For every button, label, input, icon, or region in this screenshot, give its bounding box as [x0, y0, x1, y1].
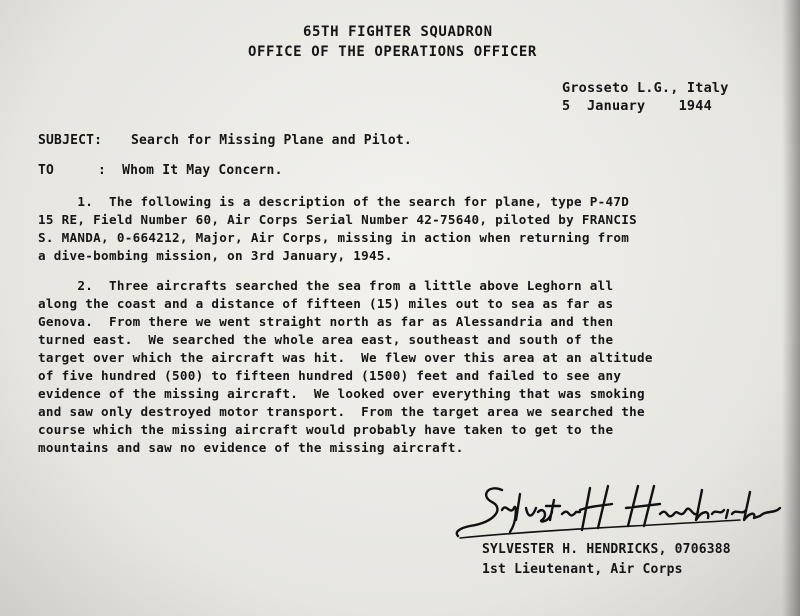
subject-text: Search for Missing Plane and Pilot. [131, 133, 412, 148]
paragraph-line: along the coast and a distance of fifteen (15) miles out to sea as far as [38, 296, 614, 311]
to-label: TO [38, 163, 55, 178]
paragraph-line: course which the missing aircraft would probably have taken to get to the [38, 422, 614, 437]
paragraph-line: S. MANDA, 0-664212, Major, Air Corps, missing in action when returning from [38, 230, 630, 245]
paragraph-line: a dive-bombing mission, on 3rd January, 1945. [38, 248, 393, 263]
paragraph-line: 15 RE, Field Number 60, Air Corps Serial Number 42-75640, piloted by FRANCIS [38, 212, 638, 227]
squadron-heading: 65TH FIGHTER SQUADRON [303, 24, 493, 40]
office-heading: OFFICE OF THE OPERATIONS OFFICER [248, 44, 537, 60]
handwritten-signature [440, 480, 785, 542]
paragraph-line: 1. The following is a description of the search for plane, type P-47D [38, 194, 630, 209]
paragraph-line: turned east. We searched the whole area east, southeast and south of the [38, 332, 614, 347]
signature-name: SYLVESTER H. HENDRICKS, 0706388 [482, 542, 731, 557]
paragraph-line: of five hundred (500) to fifteen hundred (1500) feet and failed to see any [38, 368, 622, 383]
subject-label: SUBJECT: [38, 133, 103, 148]
paragraph-line: Genova. From there we went straight north as far as Alessandria and then [38, 314, 614, 329]
date: 5 January 1944 [562, 98, 712, 114]
signature-rank: 1st Lieutenant, Air Corps [482, 562, 683, 577]
paragraph-line: 2. Three aircrafts searched the sea from a little above Leghorn all [38, 278, 614, 293]
paragraph-line: evidence of the missing aircraft. We looked over everything that was smoking [38, 386, 645, 401]
paragraph-line: and saw only destroyed motor transport. From the target area we searched the [38, 404, 645, 419]
location: Grosseto L.G., Italy [562, 80, 729, 96]
paragraph-line: target over which the aircraft was hit. We flew over this area at an altitude [38, 350, 653, 365]
to-text: : Whom It May Concern. [98, 163, 283, 178]
paragraph-line: mountains and saw no evidence of the missing aircraft. [38, 440, 464, 455]
